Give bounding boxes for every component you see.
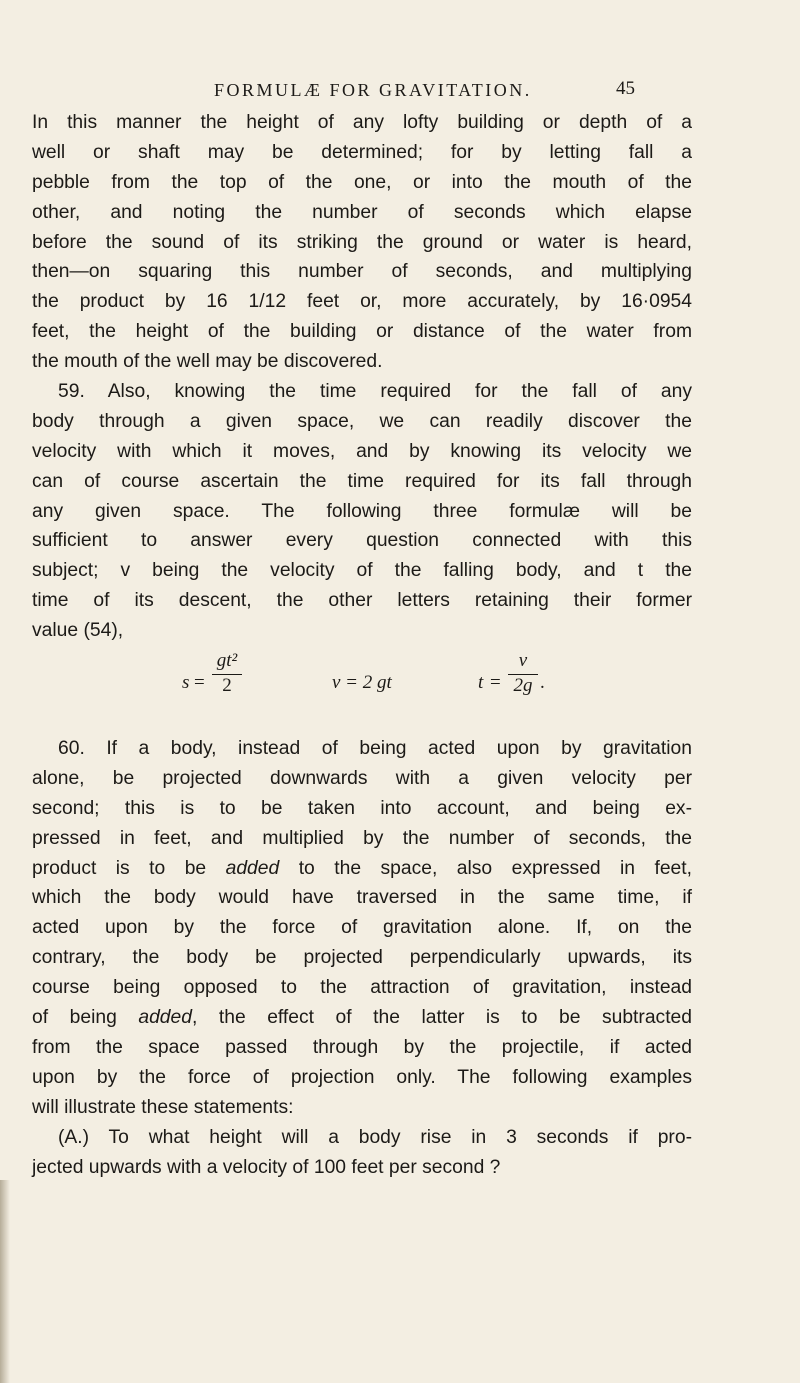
text-line: value (54), xyxy=(32,620,124,642)
emphasis: added xyxy=(138,1007,192,1029)
text-line: body through a given space, we can readily discover the xyxy=(32,410,692,432)
text-line: before the sound of its striking the ground or water is heard, xyxy=(32,231,692,253)
formula-lhs: s xyxy=(182,672,190,694)
text-line: velocity with which it moves, and by knowing its velocity we xyxy=(32,440,692,462)
text-line: which the body would have traversed in the same time, if xyxy=(32,887,692,909)
text-line: well or shaft may be determined; for by letting fall a xyxy=(32,141,692,163)
text-line: the mouth of the well may be discovered. xyxy=(32,351,383,373)
text-line: upon by the force of projection only. The following examples xyxy=(32,1066,692,1088)
formula-text: v = 2 gt xyxy=(332,672,392,694)
emphasis: added xyxy=(225,857,280,879)
text-line: product is to be added to the space, also expressed in feet, xyxy=(32,857,692,879)
binding-shadow xyxy=(0,1180,10,1383)
text-line: will illustrate these statements: xyxy=(32,1096,294,1118)
text-line: 60. If a body, instead of being acted upon by gravitation xyxy=(58,738,692,760)
text-line: pressed in feet, and multiplied by the number of seconds, the xyxy=(32,827,692,849)
paragraph-60 xyxy=(32,734,692,1123)
text-line: contrary, the body be projected perpendicularly upwards, its xyxy=(32,947,692,969)
running-header xyxy=(0,78,800,110)
formula-period: . xyxy=(540,672,545,694)
text-line: subject; v being the velocity of the falling body, and t the xyxy=(32,560,692,582)
formula-fraction xyxy=(212,650,242,697)
formula-velocity xyxy=(332,672,392,694)
formula-equals: = xyxy=(194,672,205,694)
formula-equals: = xyxy=(490,672,501,694)
text-line: the product by 16 1/12 feet or, more accurately, by 16·0954 xyxy=(32,291,692,313)
fraction-numerator: gt² xyxy=(216,650,238,672)
text-line: (A.) To what height will a body rise in 3 seconds if pro- xyxy=(58,1126,692,1148)
formula-fraction xyxy=(508,650,538,697)
text-line: can of course ascertain the time required for its fall through xyxy=(32,470,692,492)
example-a xyxy=(32,1123,692,1183)
formula-row xyxy=(32,648,692,734)
text-line: alone, be projected downwards with a given velocity per xyxy=(32,767,692,789)
page-number: 45 xyxy=(616,78,635,99)
fraction-denominator: 2g xyxy=(513,675,533,697)
text-line: then—on squaring this number of seconds, and multiplying xyxy=(32,261,692,283)
text-line: sufficient to answer every question connected with this xyxy=(32,530,692,552)
formula-lhs: t xyxy=(478,672,484,694)
text-line: jected upwards with a velocity of 100 feet per second ? xyxy=(32,1156,501,1178)
text-line: course being opposed to the attraction of gravitation, instead xyxy=(32,977,692,999)
text-line: 59. Also, knowing the time required for the fall of any xyxy=(58,381,692,403)
text-line: In this manner the height of any lofty building or depth of a xyxy=(32,112,692,133)
text-line: second; this is to be taken into account, and being ex- xyxy=(32,797,692,819)
text-line: feet, the height of the building or distance of the water from xyxy=(32,321,692,343)
text-line: pebble from the top of the one, or into the mouth of the xyxy=(32,171,692,193)
fraction-denominator: 2 xyxy=(222,675,232,697)
text-line: of being added, the effect of the latter is to be subtracted xyxy=(32,1007,692,1029)
text-line: any given space. The following three formulæ will be xyxy=(32,500,692,522)
text-line: time of its descent, the other letters retaining their former xyxy=(32,590,692,612)
text-line: from the space passed through by the projectile, if acted xyxy=(32,1036,692,1058)
text-line: other, and noting the number of seconds which elapse xyxy=(32,201,692,223)
fraction-numerator: v xyxy=(518,650,528,672)
body-text xyxy=(32,108,692,1182)
paragraph-continuation xyxy=(32,108,692,377)
paragraph-59 xyxy=(32,377,692,646)
text-line: acted upon by the force of gravitation alone. If, on the xyxy=(32,917,692,939)
running-title: FORMULÆ FOR GRAVITATION. xyxy=(214,80,532,100)
